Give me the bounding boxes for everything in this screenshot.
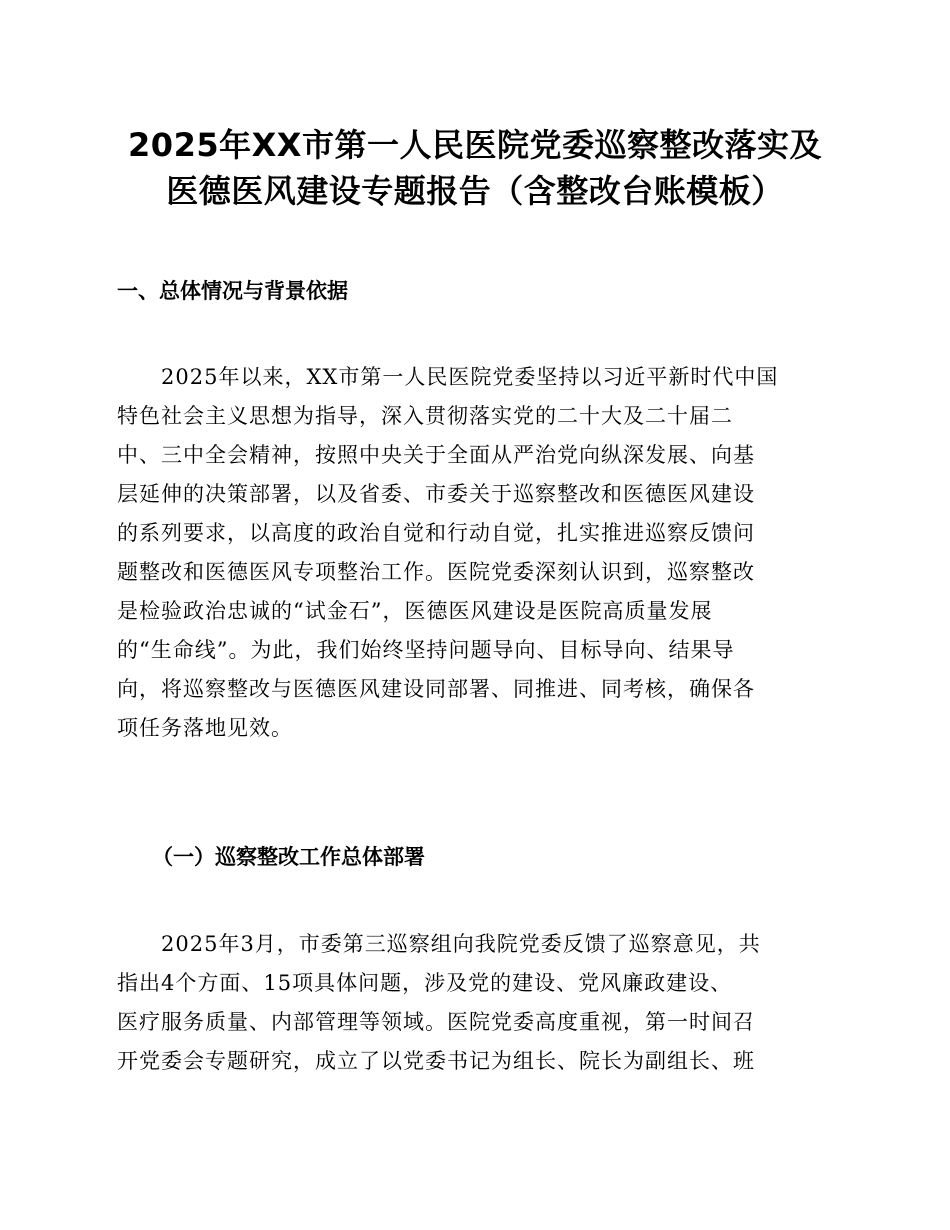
paragraph-line: 的系列要求，以高度的政治自觉和行动自觉，扎实推进巡察反馈问	[117, 521, 755, 545]
paragraph-line: 向，将巡察整改与医德医风建设同部署、同推进、同考核，确保各	[117, 677, 755, 701]
paragraph-line: 层延伸的决策部署，以及省委、市委关于巡察整改和医德医风建设	[117, 482, 755, 506]
title-line-1: 2025年XX市第一人民医院党委巡察整改落实及	[128, 126, 822, 164]
section-heading-overview: 一、总体情况与背景依据	[117, 279, 348, 303]
paragraph-background	[117, 358, 837, 748]
paragraph-line: 项任务落地见效。	[117, 716, 293, 740]
paragraph-line: 是检验政治忠诚的“试金石”，医德医风建设是医院高质量发展	[117, 599, 713, 623]
subsection-heading-deployment: （一）巡察整改工作总体部署	[152, 844, 425, 869]
paragraph-line: 中、三中全会精神，按照中央关于全面从严治党向纵深发展、向基	[117, 443, 755, 467]
paragraph-line: 题整改和医德医风专项整治工作。医院党委深刻认识到，巡察整改	[117, 560, 755, 584]
paragraph-line: 特色社会主义思想为指导，深入贯彻落实党的二十大及二十届二	[117, 404, 733, 428]
paragraph-line: 2025年3月，市委第三巡察组向我院党委反馈了巡察意见，共	[117, 932, 761, 956]
paragraph-line: 开党委会专题研究，成立了以党委书记为组长、院长为副组长、班	[117, 1049, 755, 1073]
paragraph-line: 医疗服务质量、内部管理等领域。医院党委高度重视，第一时间召	[117, 1010, 755, 1034]
document-title	[80, 122, 870, 214]
paragraph-line: 指出4个方面、15项具体问题，涉及党的建设、党风廉政建设、	[117, 971, 733, 995]
paragraph-line: 的“生命线”。为此，我们始终坚持问题导向、目标导向、结果导	[117, 638, 735, 662]
paragraph-deployment	[117, 925, 837, 1081]
paragraph-line: 2025年以来，XX市第一人民医院党委坚持以习近平新时代中国	[117, 365, 779, 389]
title-line-2: 医德医风建设专题报告（含整改台账模板）	[166, 172, 784, 210]
